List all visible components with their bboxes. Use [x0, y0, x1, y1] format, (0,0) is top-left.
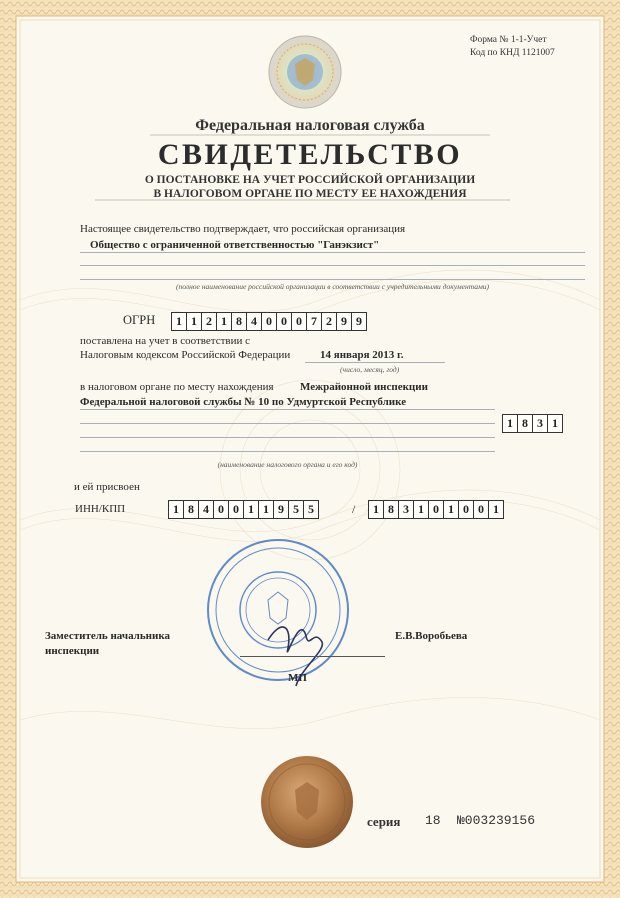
certificate-subtitle	[0, 173, 620, 201]
digit-cell: 8	[384, 501, 399, 518]
form-number: Форма № 1-1-Учет	[470, 35, 547, 45]
digit-cell: 3	[399, 501, 414, 518]
bronze-seal-icon	[261, 756, 353, 848]
authority-caption: (наименование налогового органа и его код)	[217, 460, 358, 469]
digit-cell: 8	[232, 313, 247, 330]
digit-cell: 9	[356, 314, 362, 328]
digit-cell: 3	[533, 415, 548, 432]
organization-caption: (полное наименование российской организации в соответствии с учредительными документами)	[175, 282, 489, 291]
authority-label: в налоговом органе по месту нахождения	[80, 381, 274, 393]
registration-date: 14 января 2013 г.	[320, 349, 404, 361]
certificate-number: №003239156	[457, 813, 536, 828]
kpp-digits	[368, 500, 504, 519]
signer-name: Е.В.Воробьева	[395, 630, 468, 642]
certificate-title: СВИДЕТЕЛЬСТВО	[157, 138, 463, 171]
digit-cell: 8	[518, 415, 533, 432]
form-info	[470, 34, 580, 60]
digit-cell: 1	[503, 415, 518, 432]
digit-cell: 7	[307, 313, 322, 330]
digit-cell: 1	[259, 501, 274, 518]
digit-cell: 8	[184, 501, 199, 518]
digit-cell: 5	[289, 501, 304, 518]
digit-cell: 4	[247, 313, 262, 330]
hologram-emblem-icon	[269, 36, 341, 108]
digit-cell: 1	[414, 501, 429, 518]
knd-code: Код по КНД 1121007	[470, 48, 555, 58]
service-title: Федеральная налоговая служба	[195, 117, 425, 134]
digit-cell: 0	[262, 313, 277, 330]
series-label: серия	[367, 814, 401, 829]
organization-name: Общество с ограниченной ответственностью "Ганэкзист"	[90, 239, 380, 251]
stamp-place-label: МП	[288, 672, 307, 684]
registered-line-1: поставлена на учет в соответствии с	[80, 335, 251, 347]
digit-cell: 0	[214, 501, 229, 518]
digit-cell: 1	[444, 501, 459, 518]
digit-cell: 1	[244, 501, 259, 518]
digit-cell: 4	[199, 501, 214, 518]
authority-line-2: Федеральной налоговой службы № 10 по Удмуртской Республике	[80, 396, 407, 408]
digit-cell: 1	[169, 501, 184, 518]
digit-cell: 0	[459, 501, 474, 518]
subtitle-line-1: О ПОСТАНОВКЕ НА УЧЕТ РОССИЙСКОЙ ОРГАНИЗАЦИИ	[144, 174, 476, 186]
ogrn-digits	[171, 312, 367, 331]
signer-position-1: Заместитель начальника	[45, 630, 170, 642]
digit-cell: 0	[292, 313, 307, 330]
digit-cell: 0	[229, 501, 244, 518]
digit-cell: 0	[429, 501, 444, 518]
intro-text: Настоящее свидетельство подтверждает, что российская организация	[80, 223, 406, 235]
authority-line-1: Межрайонной инспекции	[300, 381, 428, 393]
digit-cell: 5	[308, 502, 314, 516]
digit-cell: 2	[322, 313, 337, 330]
date-caption: (число, месяц, год)	[340, 365, 400, 374]
digit-cell: 1	[217, 313, 232, 330]
series-value: 18	[425, 813, 441, 828]
registered-line-2: Налоговым кодексом Российской Федерации	[80, 349, 291, 361]
digit-cell: 9	[337, 313, 352, 330]
signer-position-2: инспекции	[45, 645, 100, 657]
digit-cell: 0	[474, 501, 489, 518]
ogrn-label: ОГРН	[123, 313, 156, 327]
inn-digits	[168, 500, 319, 519]
digit-cell: 0	[277, 313, 292, 330]
digit-cell: 1	[172, 313, 187, 330]
digit-cell: 9	[274, 501, 289, 518]
inn-kpp-separator: /	[352, 502, 356, 516]
subtitle-line-2: В НАЛОГОВОМ ОРГАНЕ ПО МЕСТУ ЕЕ НАХОЖДЕНИЯ	[153, 188, 467, 200]
digit-cell: 2	[202, 313, 217, 330]
inn-kpp-label: ИНН/КПП	[75, 503, 126, 515]
digit-cell: 1	[369, 501, 384, 518]
digit-cell: 1	[493, 502, 499, 516]
digit-cell: 1	[187, 313, 202, 330]
authority-code-digits	[502, 414, 563, 433]
digit-cell: 1	[552, 416, 558, 430]
assigned-text: и ей присвоен	[74, 481, 140, 493]
